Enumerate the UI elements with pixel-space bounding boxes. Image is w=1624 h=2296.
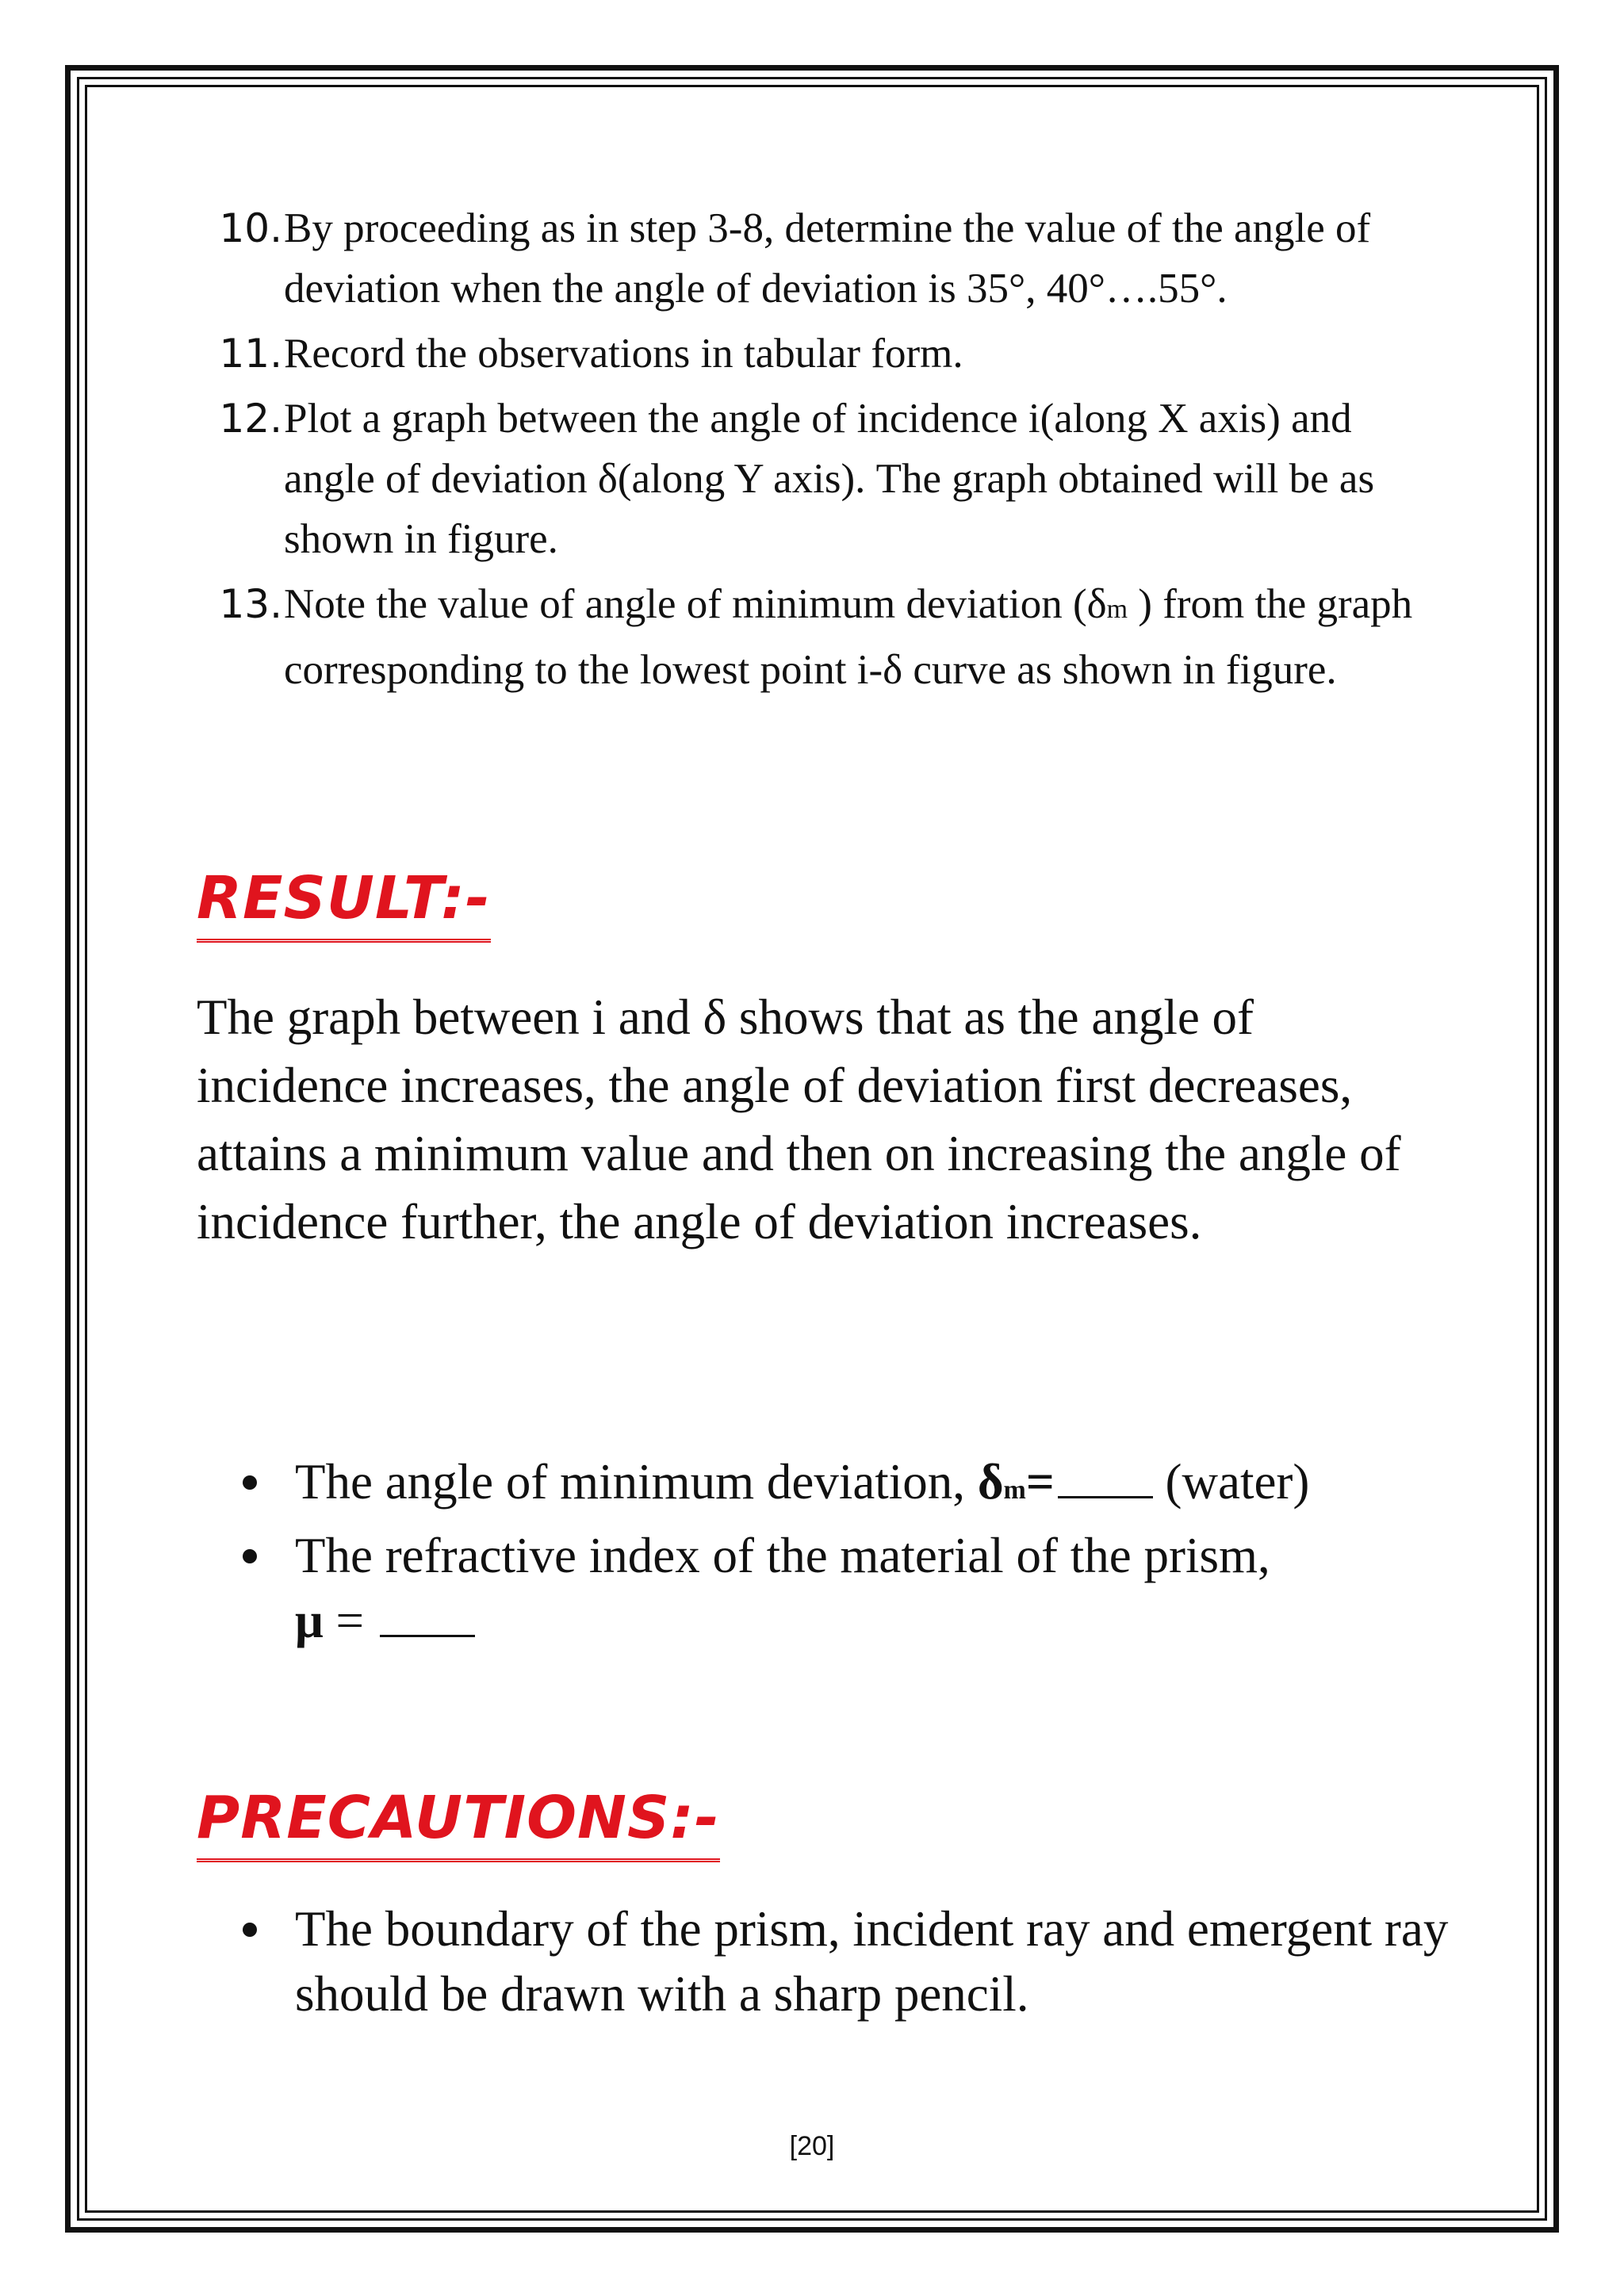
step-text: [284, 574, 1451, 700]
bullet-text: The angle of minimum deviation,: [295, 1454, 978, 1510]
page-number: [20]: [789, 2131, 835, 2161]
step-text: Plot a graph between the angle of incidence i(along X axis) and angle of deviation δ(along Y axis). The graph obtained will be as shown in figure.: [284, 396, 1375, 562]
step-text: By proceeding as in step 3-8, determine the value of the angle of deviation when the angle of deviation is 35°, 40°….55°.: [284, 205, 1371, 312]
subscript-m: m: [1003, 1475, 1026, 1505]
step-number: 12.: [219, 396, 282, 442]
equals-sign: =: [1025, 1454, 1055, 1510]
precautions-heading: PRECAUTIONS:-: [197, 1784, 720, 1862]
step-text-pre: Note the value of angle of minimum deviation (δ: [284, 581, 1107, 627]
result-item-refractive-index: [238, 1523, 1459, 1653]
step-number: 13.: [219, 581, 282, 627]
delta-symbol: δ: [977, 1454, 1004, 1510]
step-number: 11.: [219, 331, 282, 377]
mu-symbol: μ: [295, 1593, 324, 1648]
precautions-list: [238, 1896, 1459, 2026]
result-item-min-deviation: [238, 1449, 1459, 1523]
bullet-text: The refractive index of the material of the prism,: [295, 1528, 1270, 1583]
step-13: [214, 574, 1451, 700]
step-11: [214, 323, 1451, 384]
answer-blank: [380, 1633, 475, 1637]
step-text: Record the observations in tabular form.: [284, 331, 963, 377]
step-number: 10.: [219, 205, 282, 251]
answer-blank: [1058, 1494, 1153, 1498]
subscript-m: m: [1106, 595, 1128, 624]
result-heading: RESULT:-: [197, 864, 491, 943]
step-10: [214, 198, 1451, 319]
result-paragraph: The graph between i and δ shows that as the angle of incidence increases, the angle of deviation first decreases, attains a minimum value and then on increasing the angle of incidence further, the angle of deviation increases.: [197, 989, 1401, 1249]
step-12: [214, 388, 1451, 569]
equals-sign: =: [323, 1593, 377, 1648]
result-list: [238, 1449, 1459, 1653]
procedure-steps: [214, 198, 1451, 705]
precaution-item: The boundary of the prism, incident ray and emergent ray should be drawn with a sharp pencil.: [238, 1896, 1459, 2026]
step-text-post: ) from the graph corresponding to the lowest point i-δ curve as shown in figure.: [284, 581, 1413, 693]
bullet-suffix: (water): [1152, 1454, 1310, 1510]
